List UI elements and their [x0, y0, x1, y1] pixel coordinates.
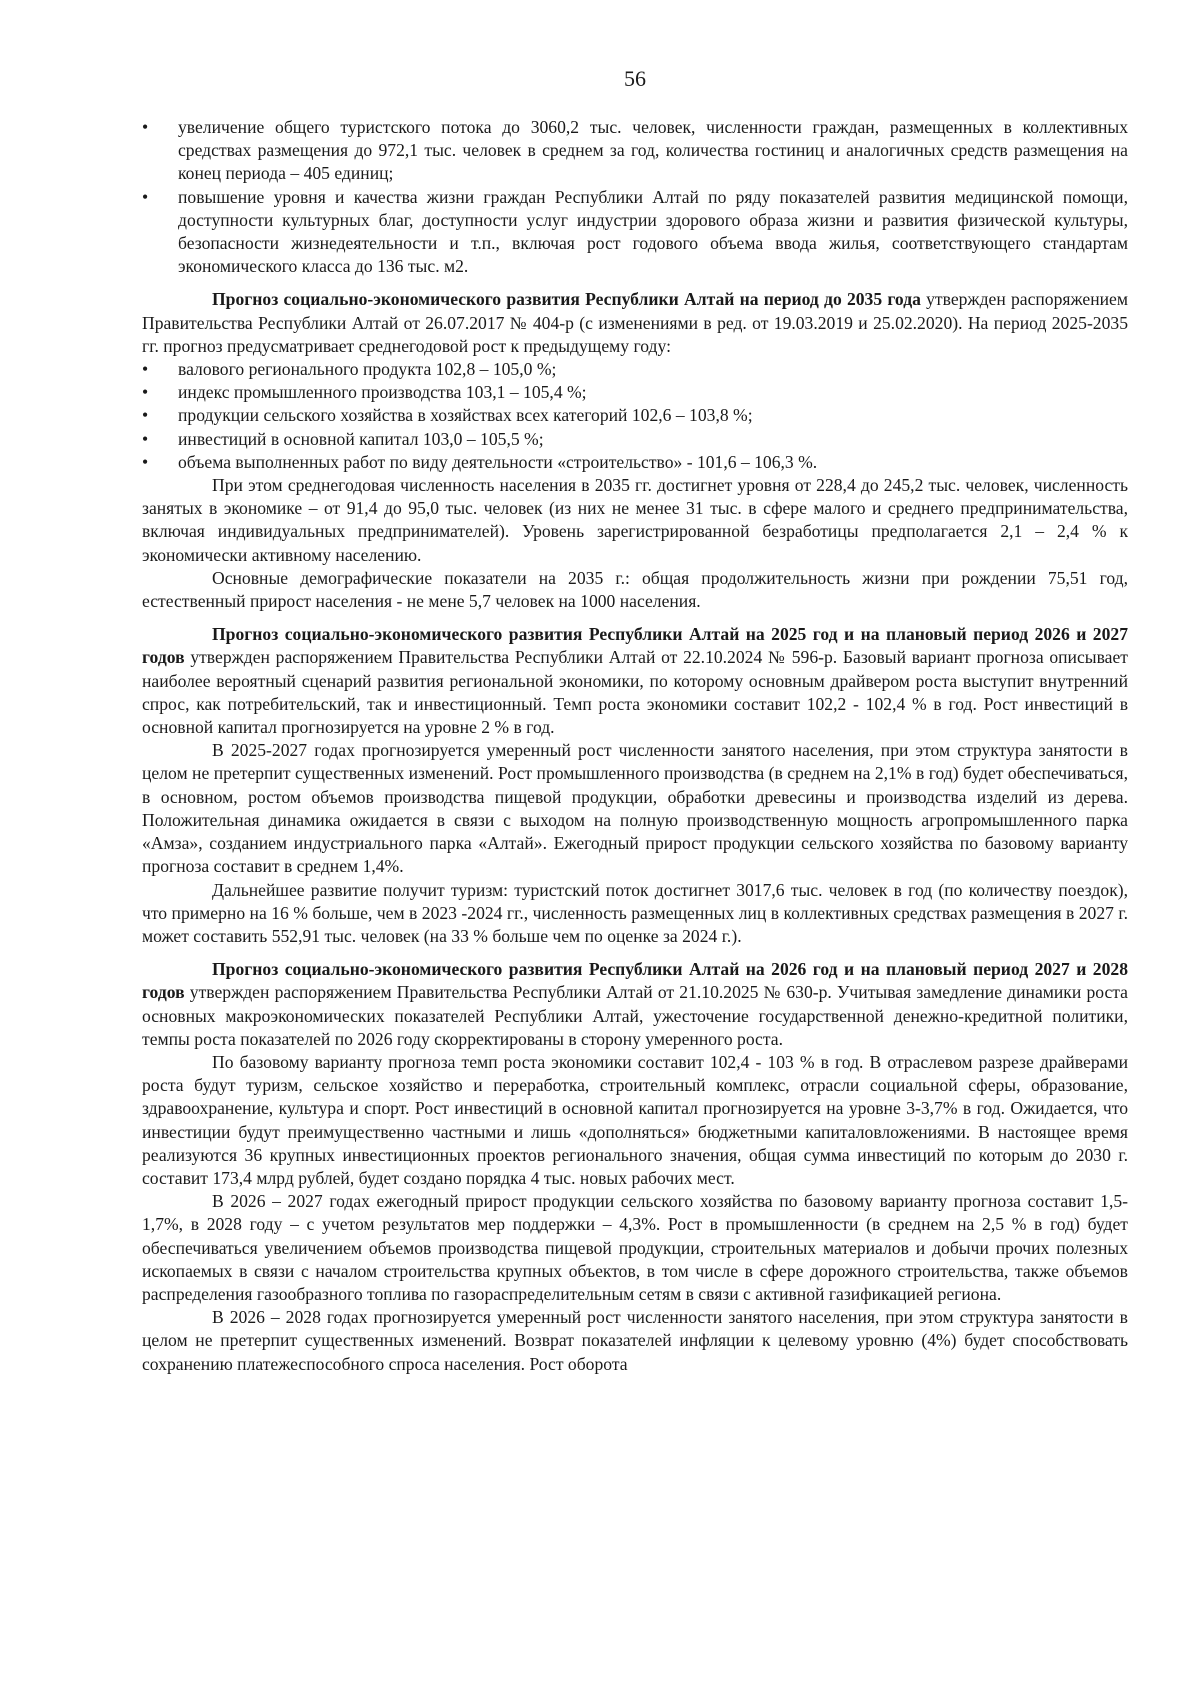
list-item: [142, 358, 1128, 381]
list-item-text: индекс промышленного производства 103,1 – 105,4 %;: [178, 382, 587, 403]
body-paragraph: Основные демографические показатели на 2035 г.: общая продолжительность жизни при рождении 75,51 год, естественный прирост населения - не мене 5,7 человек на 1000 населения.: [142, 567, 1128, 612]
bullet-icon: •: [142, 428, 149, 449]
bullet-icon: •: [142, 117, 149, 137]
body-paragraph: При этом среднегодовая численность населения в 2035 гг. достигнет уровня от 228,4 до 245,2 тыс. человек, численность занятых в экономике – от 91,4 до 95,0 тыс. человек (из них не менее 31 тыс. в сфере малого и среднего предпринимательства, включая индивидуальных предпринимателей). Уровень зарегистрированной безработицы предполагается 2,1 – 2,4 % к экономически активному населению.: [142, 475, 1128, 565]
body-paragraph: В 2026 – 2028 годах прогнозируется умеренный рост численности занятого населения, при этом структура занятости в целом не претерпит существенных изменений. Возврат показателей инфляции к целевому уровню (4%) будет способствовать сохранению платежеспособного спроса населения. Рост оборота: [142, 1307, 1128, 1374]
list-item: [142, 116, 1128, 186]
section-forecast-2025: [142, 623, 1128, 948]
body-paragraph: Дальнейшее развитие получит туризм: туристский поток достигнет 3017,6 тыс. человек в год (по количеству поездок), что примерно на 16 % больше, чем в 2023 -2024 гг., численность размещенных лиц в коллективных средствах размещения в 2027 г. может составить 552,91 тыс. человек (на 33 % больше чем по оценке за 2024 г.).: [142, 879, 1128, 946]
list-item: [142, 404, 1128, 427]
bullet-icon: •: [142, 451, 149, 472]
section-forecast-2026: [142, 958, 1128, 1376]
list-item: [142, 451, 1128, 474]
body-paragraph: По базовому варианту прогноза темп роста экономики составит 102,4 - 103 % в год. В отраслевом разрезе драйверами роста будут туризм, сельское хозяйство и переработка, строительный комплекс, отрасли социальной сферы, образование, здравоохранение, культура и спорт. Рост инвестиций в основной капитал прогнозируется на уровне 3-3,7% в год. Ожидается, что инвестиции будут преимущественно частными и лишь «дополняться» бюджетными капиталовложениями. В настоящее время реализуются 36 крупных инвестиционных проектов регионального значения, общая сумма инвестиций по которым до 2030 г. составит 173,4 млрд рублей, будет создано порядка 4 тыс. новых рабочих мест.: [142, 1051, 1128, 1188]
section-title: Прогноз социально-экономического развития Республики Алтай на период до 2035 года: [212, 289, 921, 310]
bullet-icon: •: [142, 359, 149, 380]
section-intro-text: утвержден распоряжением Правительства Республики Алтай от 22.10.2024 № 596-р. Базовый вариант прогноза описывает наиболее вероятный сценарий развития региональной экономики, по которому основным драйвером роста выступит внутренний спрос, как потребительский, так и инвестиционный. Темп роста экономики составит 102,2 - 102,4 % в год. Рост инвестиций в основной капитал прогнозируется на уровне 2 % в год.: [142, 647, 1128, 738]
section-intro-text: утвержден распоряжением Правительства Республики Алтай от 21.10.2025 № 630-р. Учитывая замедление динамики роста основных макроэкономических показателей Республики Алтай, ужесточение государственной денежно-кредитной политики, темпы роста показателей по 2026 году скорректированы в сторону умеренного роста.: [142, 982, 1128, 1049]
body-paragraph: В 2025-2027 годах прогнозируется умеренный рост численности занятого населения, при этом структура занятости в целом не претерпит существенных изменений. Рост промышленного производства (в среднем на 2,1% в год) будет обеспечиваться, в основном, ростом объемов производства пищевой продукции, обработки древесины и производства изделий из дерева. Положительная динамика ожидается в связи с выходом на полную производственную мощность агропромышленного парка «Амза», созданием индустриального парка «Алтай». Ежегодный прирост продукции сельского хозяйства по базовому варианту прогноза составит в среднем 1,4%.: [142, 740, 1128, 877]
list-item-text: повышение уровня и качества жизни граждан Республики Алтай по ряду показателей развития медицинской помощи, доступности культурных благ, доступности услуг индустрии здорового образа жизни и развития физической культуры, безопасности жизнедеятельности и т.п., включая рост годового объема ввода жилья, соответствующего стандартам экономического класса до 136 тыс. м2.: [178, 186, 1128, 277]
section-title: Прогноз социально-экономического развития Республики Алтай на 2025 год и на плановый период 2026 и 2027 годов: [142, 624, 1128, 668]
page-number: 56: [624, 66, 646, 91]
bullet-icon: •: [142, 186, 149, 207]
section-intro-paragraph: [142, 288, 1128, 358]
list-item-text: увеличение общего туристского потока до 3060,2 тыс. человек, численности граждан, размещенных в коллективных средствах размещения до 972,1 тыс. человек в среднем за год, количества гостиниц и аналогичных средств размещения на конец периода – 405 единиц;: [178, 117, 1128, 184]
section-intro-text: утвержден распоряжением Правительства Республики Алтай от 26.07.2017 № 404-р (с изменениями в ред. от 19.03.2019 и 25.02.2020). На период 2025-2035 гг. прогноз предусматривает среднегодовой рост к предыдущему году:: [142, 289, 1128, 356]
list-item-text: инвестиций в основной капитал 103,0 – 105,5 %;: [178, 428, 544, 449]
list-item-text: продукции сельского хозяйства в хозяйствах всех категорий 102,6 – 103,8 %;: [178, 405, 753, 426]
section-intro-paragraph: [142, 623, 1128, 739]
list-item: [142, 428, 1128, 451]
intro-bullet-list: [142, 116, 1128, 278]
section-intro-paragraph: [142, 958, 1128, 1051]
document-page: [142, 66, 1128, 1376]
body-paragraph: В 2026 – 2027 годах ежегодный прирост продукции сельского хозяйства по базовому варианту прогноза составит 1,5-1,7%, в 2028 году – с учетом результатов мер поддержки – 4,3%. Рост в промышленности (в среднем на 2,5 % в год) будет обеспечиваться увеличением объемов производства пищевой продукции, строительных материалов и добычи прочих полезных ископаемых в связи с началом строительства крупных объектов, в том числе в сфере дорожного строительства, также объемов распределения газообразного топлива по газораспределительным сетям в связи с активной газификацией региона.: [142, 1191, 1128, 1304]
list-item: [142, 186, 1128, 279]
section-title: Прогноз социально-экономического развития Республики Алтай на 2026 год и на плановый период 2027 и 2028 годов: [142, 959, 1128, 1003]
section-forecast-2035: [142, 288, 1128, 613]
bullet-icon: •: [142, 405, 149, 426]
list-item-text: валового регионального продукта 102,8 – 105,0 %;: [178, 359, 557, 380]
bullet-icon: •: [142, 382, 149, 403]
list-item: [142, 381, 1128, 404]
growth-indicators-list: [142, 358, 1128, 474]
list-item-text: объема выполненных работ по виду деятельности «строительство» - 101,6 – 106,3 %.: [178, 451, 818, 472]
